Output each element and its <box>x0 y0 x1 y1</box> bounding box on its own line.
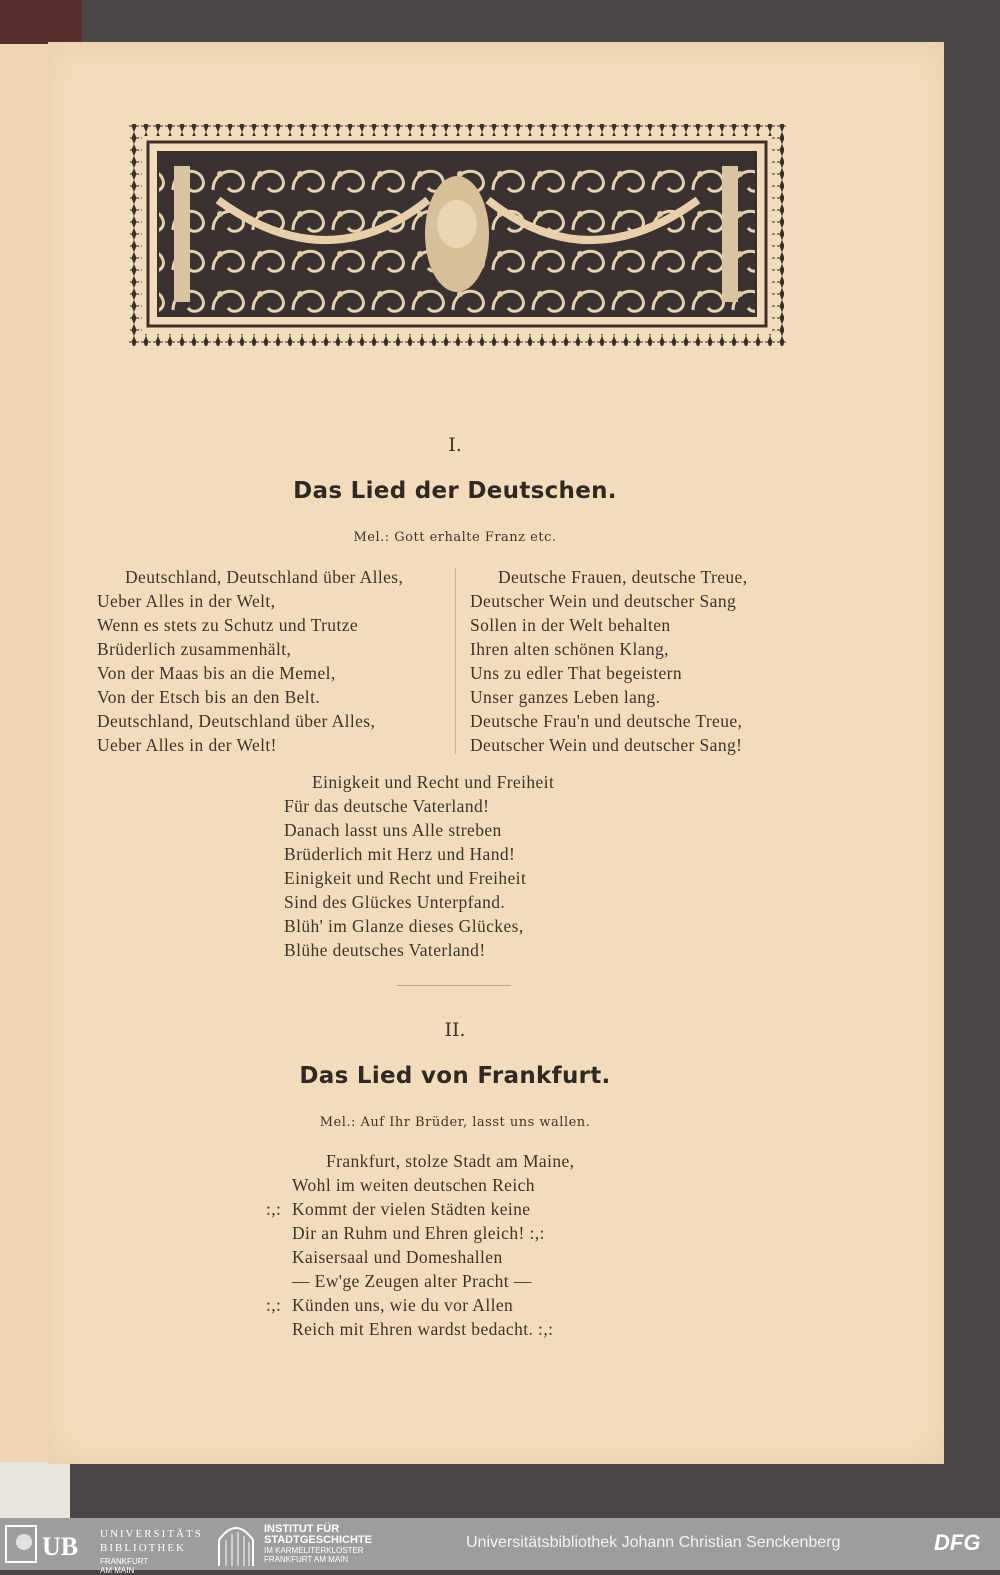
verse-line: Danach lasst uns Alle streben <box>284 820 502 840</box>
verse-line: Wenn es stets zu Schutz und Trutze <box>97 615 359 635</box>
verse-line: Kaisersaal und Domeshallen <box>292 1247 503 1267</box>
repeat-mark: :,: <box>266 1295 282 1315</box>
verse-line: Uns zu edler That begeistern <box>470 663 683 683</box>
isg-logo[interactable] <box>264 1524 372 1564</box>
scan-background <box>0 1462 70 1518</box>
verse-line: Deutscher Wein und deutscher Sang <box>470 591 737 611</box>
verse-line: Künden uns, wie du vor Allen <box>292 1295 514 1315</box>
isg-arch-icon <box>216 1522 256 1566</box>
ub-logo-line: FRANKFURT AM MAIN <box>100 1557 149 1575</box>
verse-frankfurt <box>266 1149 574 1341</box>
ub-logo-line: BIBLIOTHEK <box>100 1542 186 1554</box>
verse-line: Deutsche Frau'n und deutsche Treue, <box>470 711 743 731</box>
verse-line: Deutscher Wein und deutscher Sang! <box>470 735 743 755</box>
song-number: II. <box>444 1019 466 1041</box>
verse-line: Einigkeit und Recht und Freiheit <box>284 868 527 888</box>
verse-right <box>470 565 747 757</box>
column-divider <box>455 568 456 754</box>
song-number: I. <box>448 434 462 456</box>
isg-logo-line: IM KARMELITERKLOSTER <box>264 1546 364 1555</box>
verse-line: Von der Etsch bis an den Belt. <box>97 687 321 707</box>
verse-line: Von der Maas bis an die Memel, <box>97 663 336 683</box>
verse-line: Frankfurt, stolze Stadt am Maine, <box>326 1151 575 1171</box>
ub-logo-line: UNIVERSITÄTS <box>100 1528 203 1540</box>
verse-line: Sollen in der Welt behalten <box>470 615 671 635</box>
song-title: Das Lied der Deutschen. <box>293 478 617 504</box>
dfg-logo[interactable]: DFG <box>934 1530 981 1555</box>
viewer-footer <box>0 1518 1000 1575</box>
adjacent-book-cover <box>0 0 82 44</box>
ub-portrait-icon <box>4 1524 38 1564</box>
verse-line: Ueber Alles in der Welt, <box>97 591 276 611</box>
verse-line: Ueber Alles in der Welt! <box>97 735 277 755</box>
verse-center <box>284 770 554 962</box>
verse-line: Dir an Ruhm und Ehren gleich! :,: <box>292 1223 545 1243</box>
verse-line: Wohl im weiten deutschen Reich <box>292 1175 535 1195</box>
verse-line: Brüderlich zusammenhält, <box>97 639 292 659</box>
isg-logo-line: STADTGESCHICHTE <box>264 1534 372 1546</box>
verse-line: Blüh' im Glanze dieses Glückes, <box>284 916 524 936</box>
decorative-headpiece-ornament <box>128 120 786 352</box>
verse-line: Deutschland, Deutschland über Alles, <box>125 567 404 587</box>
verse-line: Ihren alten schönen Klang, <box>470 639 669 659</box>
ub-logo-text: UB <box>42 1532 79 1561</box>
verse-line: Blühe deutsches Vaterland! <box>284 940 486 960</box>
verse-line: Brüderlich mit Herz und Hand! <box>284 844 516 864</box>
isg-logo-line: INSTITUT FÜR <box>264 1523 340 1535</box>
verse-line: Unser ganzes Leben lang. <box>470 687 661 707</box>
verse-line: Kommt der vielen Städten keine <box>292 1199 531 1219</box>
verse-line: — Ew'ge Zeugen alter Pracht — <box>292 1271 532 1291</box>
library-name-link[interactable]: Universitätsbibliothek Johann Christian Senckenberg <box>466 1534 841 1551</box>
melody-note: Mel.: Gott erhalte Franz etc. <box>353 530 557 545</box>
isg-logo-line: FRANKFURT AM MAIN <box>264 1555 349 1564</box>
repeat-mark: :,: <box>266 1199 282 1219</box>
verse-line: Deutsche Frauen, deutsche Treue, <box>498 567 748 587</box>
song-title: Das Lied von Frankfurt. <box>299 1063 611 1089</box>
verse-line: Für das deutsche Vaterland! <box>284 796 490 816</box>
verse-left <box>97 565 403 757</box>
ub-logo[interactable] <box>4 1524 203 1575</box>
section-divider <box>397 985 511 986</box>
previous-page-edge <box>0 44 50 1464</box>
verse-line: Deutschland, Deutschland über Alles, <box>97 711 376 731</box>
melody-note: Mel.: Auf Ihr Brüder, lasst uns wallen. <box>319 1115 591 1130</box>
verse-line: Sind des Glückes Unterpfand. <box>284 892 506 912</box>
verse-line: Einigkeit und Recht und Freiheit <box>312 772 555 792</box>
verse-line: Reich mit Ehren wardst bedacht. :,: <box>292 1319 554 1339</box>
